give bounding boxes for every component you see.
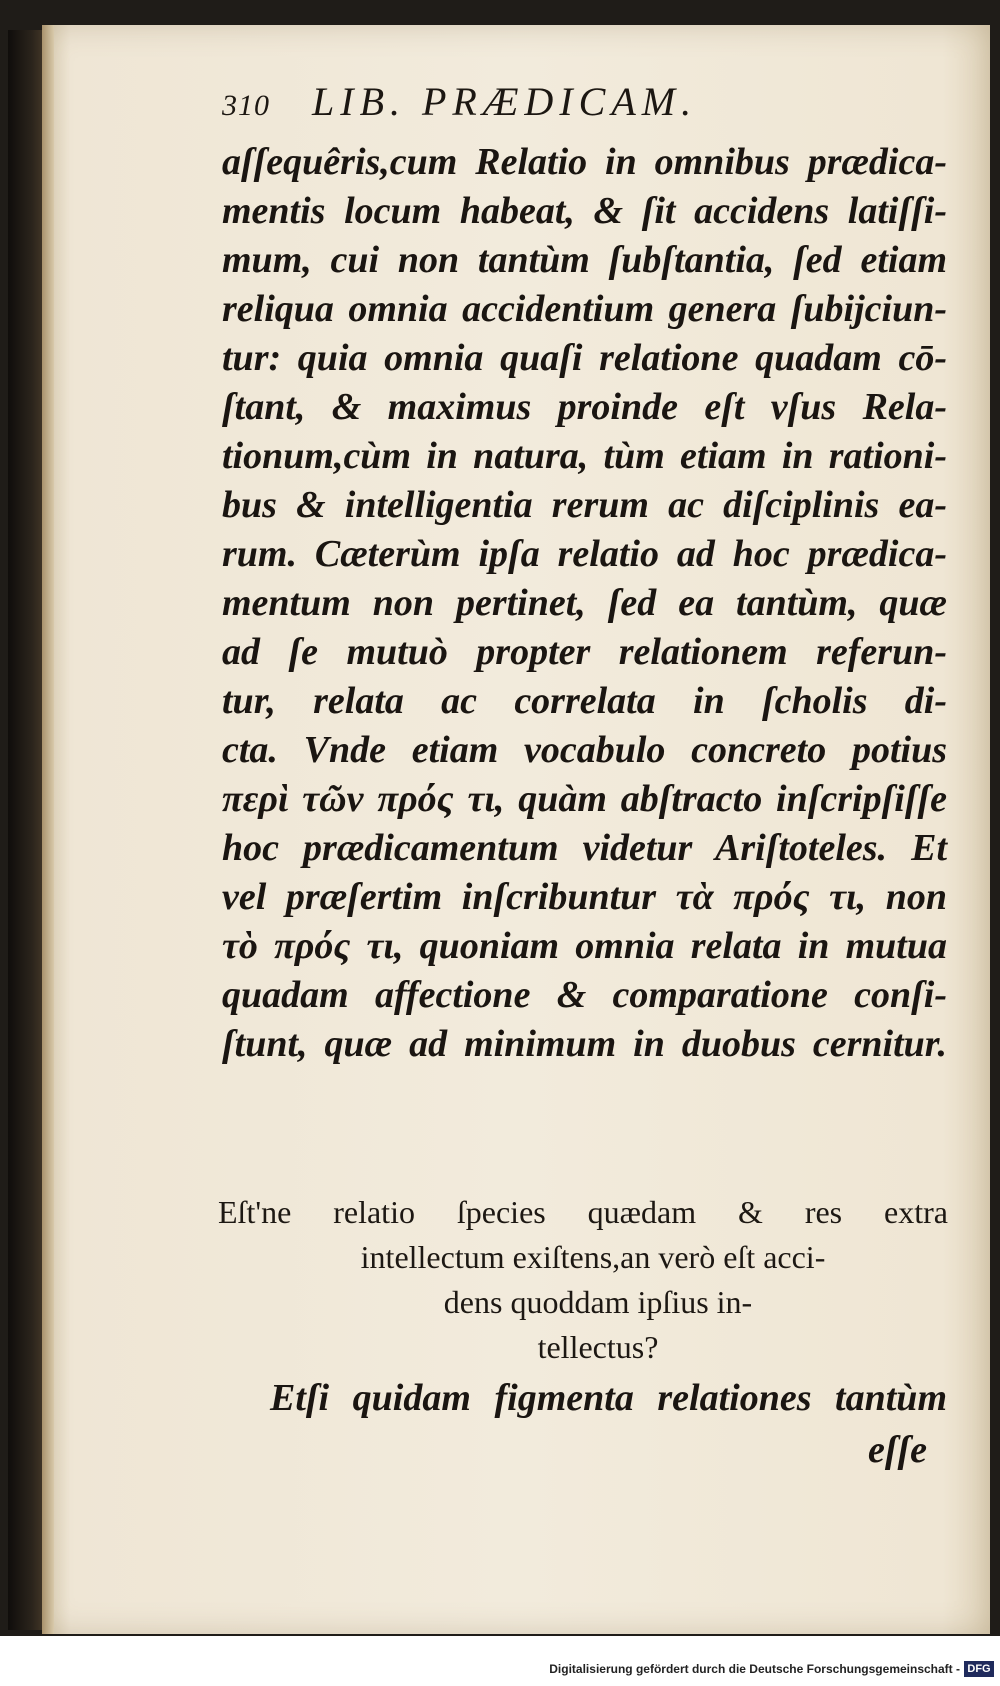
question-line: dens quoddam ipſius in-: [443, 1284, 753, 1320]
digitization-footer: [0, 1636, 1000, 1686]
text-line: cta. Vnde etiam vocabulo concreto potius: [222, 729, 947, 771]
catchword: eſſe: [867, 1429, 927, 1471]
text-line: περὶ τῶν πρός τι, quàm abſtracto inſcripſiſſe: [222, 778, 947, 820]
text-line: mentis locum habeat, & ſit accidens latiſſi-: [222, 190, 947, 232]
text-line: tur: quia omnia quaſi relatione quadam cō-: [222, 337, 947, 379]
running-title: LIB. PRÆDICAM.: [312, 79, 698, 124]
text-line: mentum non pertinet, ſed ea tantùm, quæ: [222, 582, 947, 624]
text-line: ſtunt, quæ ad minimum in duobus cernitur.: [222, 1023, 947, 1065]
text-line: τὸ πρός τι, quoniam omnia relata in mutua: [222, 925, 947, 967]
text-line: ad ſe mutuò propter relationem referun-: [222, 631, 947, 673]
question-line: Eſt'ne relatio ſpecies quædam & res extra: [218, 1194, 948, 1230]
dfg-logo-icon: DFG: [964, 1661, 994, 1677]
text-line: rum. Cæterùm ipſa relatio ad hoc prædica-: [222, 533, 947, 575]
second-paragraph: [270, 1372, 947, 1476]
text-line: ſtant, & maximus proinde eſt vſus Rela-: [222, 386, 947, 428]
text-line: bus & intelligentia rerum ac diſciplinis ea-: [222, 484, 947, 526]
page-gutter: [42, 25, 54, 1634]
text-line: hoc prædicamentum videtur Ariſtoteles. Et: [222, 827, 947, 869]
text-line: aſſequêris,cum Relatio in omnibus prædica-: [222, 141, 947, 183]
text-line: Etſi quidam figmenta relationes tantùm: [270, 1377, 947, 1419]
text-line: vel præſertim inſcribuntur τὰ πρός τι, non: [222, 876, 947, 918]
text-line: tur, relata ac correlata in ſcholis di-: [222, 680, 947, 722]
text-line: quadam affectione & comparatione conſi-: [222, 974, 947, 1016]
page-header: [222, 78, 697, 125]
page-number: 310: [222, 89, 270, 122]
question-line: tellectus?: [537, 1329, 659, 1365]
main-paragraph: [222, 138, 947, 1069]
funding-credit: Digitalisierung gefördert durch die Deutsche Forschungsgemeinschaft -: [549, 1662, 960, 1676]
text-line: tionum,cùm in natura, tùm etiam in rationi-: [222, 435, 947, 477]
text-line: reliqua omnia accidentium genera ſubijciun-: [222, 288, 947, 330]
text-line: mum, cui non tantùm ſubſtantia, ſed etiam: [222, 239, 947, 281]
section-question-heading: [218, 1190, 948, 1370]
question-line: intellectum exiſtens,an verò eſt acci-: [360, 1239, 826, 1275]
